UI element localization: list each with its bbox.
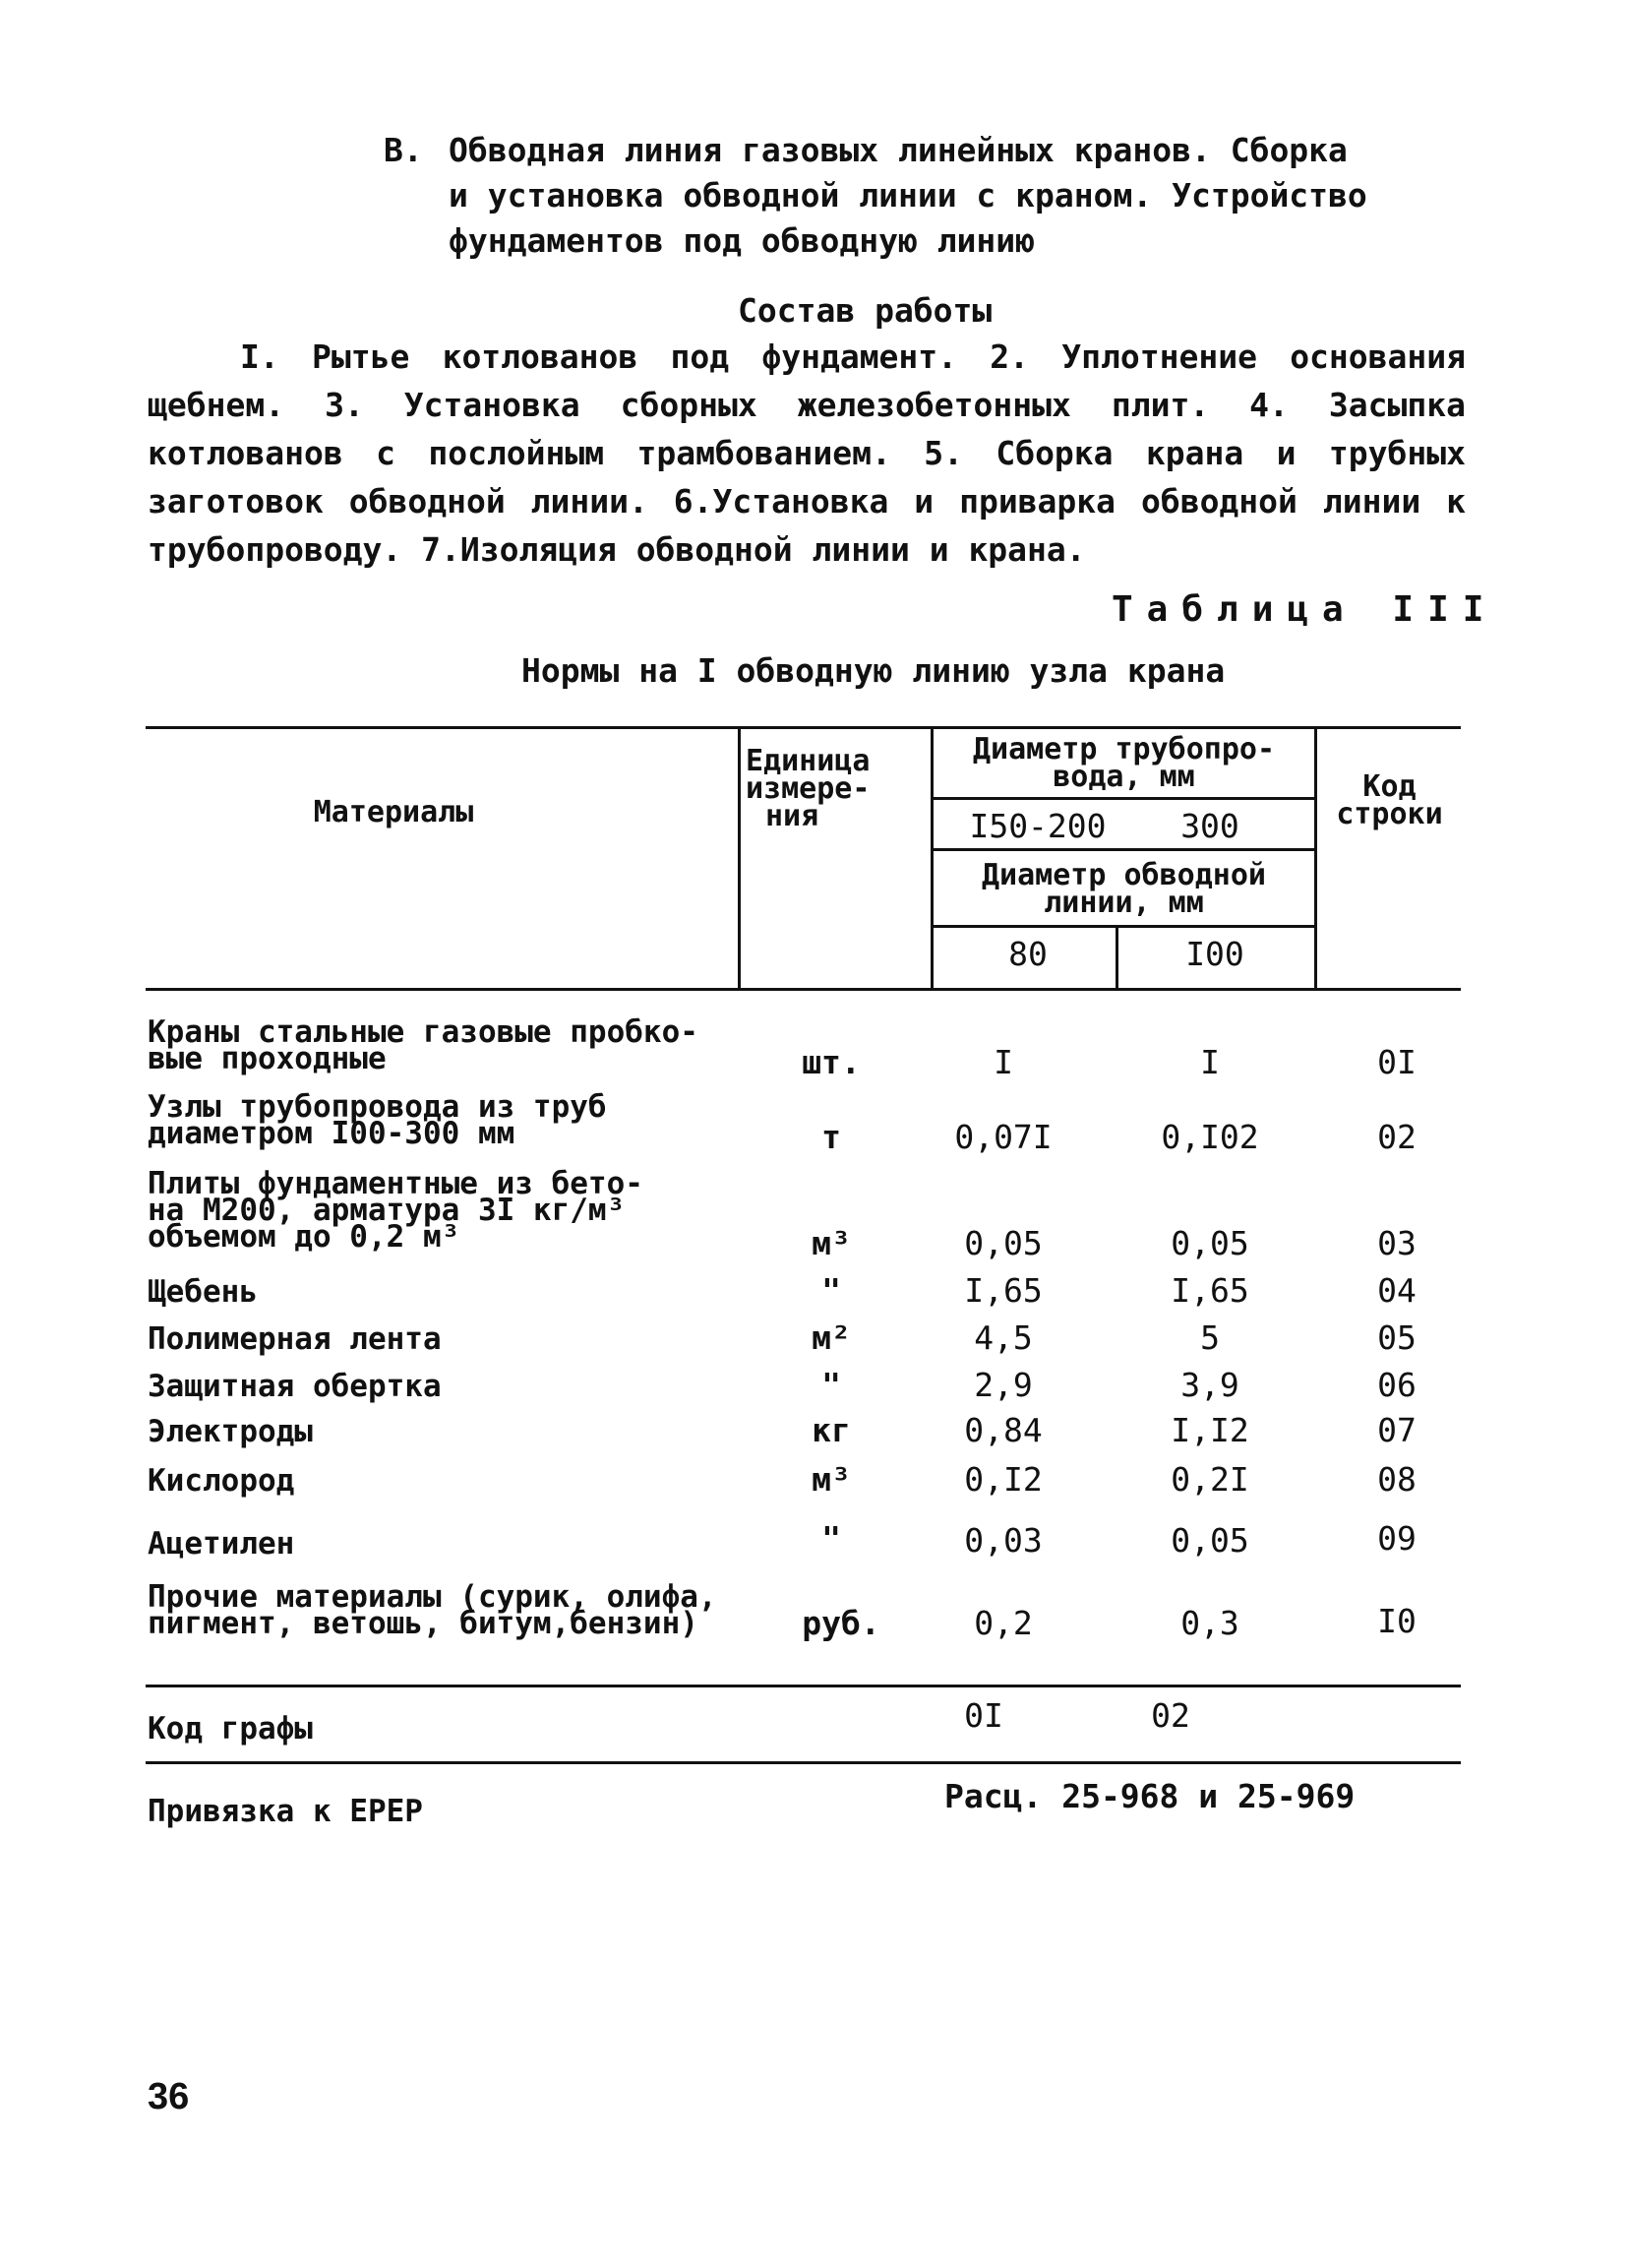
work-description-text: I. Рытье котлованов под фундамент. 2. Уплотнение основания щебнем. 3. Установка сборных железобетонных плит. 4. Засыпка котлованов с послойным трамбованием. 5. Сборка крана и трубных заготовок обводной линии. 6.Установка и приварка обводной линии к трубопроводу. 7.Изоляция обводной линии и крана. xyxy=(148,337,1466,569)
footer-rule xyxy=(146,1761,1461,1764)
material-line: объемом до 0,2 м³ xyxy=(148,1219,460,1255)
table-bottom-rule xyxy=(146,1685,1461,1687)
header-pipe-diameter xyxy=(935,732,1313,794)
table-top-rule xyxy=(146,726,1461,729)
header-unit-line-1: Единица xyxy=(746,744,871,778)
header-pipe-diameter-line-1: Диаметр трубопро- xyxy=(972,732,1276,766)
material-line: пигмент, ветошь, битум,бензин) xyxy=(148,1606,698,1641)
section-number: В. xyxy=(384,131,423,169)
row-unit: м³ xyxy=(812,1460,851,1499)
page-number: 36 xyxy=(148,2076,190,2117)
material-line: Полимерная лента xyxy=(148,1321,442,1357)
row-value-1: 0,07I xyxy=(954,1118,1053,1156)
material-line: Прочие материалы (сурик, олифа, xyxy=(148,1579,717,1615)
row-unit: " xyxy=(821,1271,841,1310)
header-pipe-diameter-line-2: вода, мм xyxy=(1053,760,1195,794)
footer-code-label: Код графы xyxy=(148,1711,313,1747)
table-row-material xyxy=(148,1166,738,1255)
row-value-1: 0,I2 xyxy=(964,1460,1043,1499)
row-code: 05 xyxy=(1377,1318,1417,1357)
table-header-bottom-rule xyxy=(146,988,1461,991)
material-line: Краны стальные газовые пробко- xyxy=(148,1014,698,1050)
material-line: Кислород xyxy=(148,1463,295,1499)
material-line: Узлы трубопровода из труб xyxy=(148,1089,607,1125)
row-code: I0 xyxy=(1377,1602,1417,1640)
row-unit: руб. xyxy=(802,1604,880,1642)
header-sub-rule-1 xyxy=(931,797,1314,800)
row-value-2: 0,I02 xyxy=(1161,1118,1259,1156)
header-sub-rule-2 xyxy=(931,848,1314,851)
header-pipe-value-2: 300 xyxy=(1180,807,1239,845)
material-line: Ацетилен xyxy=(148,1526,295,1562)
work-heading: Состав работы xyxy=(738,291,993,330)
header-unit-line-2: измере- xyxy=(746,771,871,806)
row-value-1: I xyxy=(994,1043,1013,1081)
row-unit: шт. xyxy=(802,1043,861,1081)
row-unit: м³ xyxy=(812,1224,851,1262)
material-line: диаметром I00-300 мм xyxy=(148,1116,515,1151)
header-materials: Материалы xyxy=(313,795,474,829)
header-bypass-diameter xyxy=(935,858,1313,920)
header-code-line-1: Код xyxy=(1362,769,1417,804)
table-row-material xyxy=(148,1321,738,1357)
row-value-2: 0,2I xyxy=(1171,1460,1249,1499)
row-value-2: 3,9 xyxy=(1180,1366,1239,1404)
header-sub-divider xyxy=(1116,925,1118,990)
table-row-material xyxy=(148,1014,738,1076)
header-unit xyxy=(746,744,933,833)
table-row-material xyxy=(148,1526,738,1562)
material-line: на М200, арматура 3I кг/м³ xyxy=(148,1193,626,1228)
row-value-1: 0,2 xyxy=(974,1604,1033,1642)
row-value-1: 4,5 xyxy=(974,1318,1033,1357)
row-value-1: 0,03 xyxy=(964,1521,1043,1560)
header-bypass-diameter-line-2: линии, мм xyxy=(1044,886,1204,920)
row-unit: м² xyxy=(812,1318,851,1357)
section-heading xyxy=(384,128,1495,264)
table-number: Таблица III xyxy=(1112,589,1498,630)
row-code: 03 xyxy=(1377,1224,1417,1262)
material-line: Электроды xyxy=(148,1414,313,1449)
row-value-1: 2,9 xyxy=(974,1366,1033,1404)
section-title-line-3: фундаментов под обводную линию xyxy=(449,221,1036,260)
row-unit: " xyxy=(821,1366,841,1404)
row-value-2: 0,05 xyxy=(1171,1521,1249,1560)
header-divider-3 xyxy=(1314,726,1317,990)
header-code-line-2: строки xyxy=(1336,797,1443,831)
row-value-2: I,65 xyxy=(1171,1271,1249,1310)
footer-code-value-1: 0I xyxy=(964,1696,1003,1735)
row-value-1: 0,84 xyxy=(964,1411,1043,1449)
header-divider-1 xyxy=(738,726,741,990)
section-title-line-2: и установка обводной линии с краном. Устройство xyxy=(449,176,1367,215)
section-title-line-1: Обводная линия газовых линейных кранов. Сборка xyxy=(449,131,1348,169)
material-line: вые проходные xyxy=(148,1041,387,1076)
row-unit: кг xyxy=(812,1411,851,1449)
row-value-2: I xyxy=(1200,1043,1220,1081)
footer-binding-label: Привязка к ЕРЕР xyxy=(148,1794,423,1829)
row-code: 0I xyxy=(1377,1043,1417,1081)
header-pipe-value-1: I50-200 xyxy=(969,807,1107,845)
row-value-2: 0,05 xyxy=(1171,1224,1249,1262)
header-bypass-value-2: I00 xyxy=(1185,935,1244,973)
row-value-2: 5 xyxy=(1200,1318,1220,1357)
material-line: Защитная обертка xyxy=(148,1369,442,1404)
work-description xyxy=(148,333,1466,574)
footer-binding-value: Расц. 25-968 и 25-969 xyxy=(944,1777,1356,1815)
table-caption: Нормы на I обводную линию узла крана xyxy=(521,651,1226,690)
header-code xyxy=(1318,769,1461,831)
table-row-material xyxy=(148,1463,738,1499)
table-row-material xyxy=(148,1369,738,1404)
header-bypass-diameter-line-1: Диаметр обводной xyxy=(982,858,1266,892)
row-unit: т xyxy=(821,1118,841,1156)
row-value-2: I,I2 xyxy=(1171,1411,1249,1449)
table-row-material xyxy=(148,1579,757,1641)
table-row-material xyxy=(148,1089,738,1151)
header-sub-rule-3 xyxy=(931,925,1314,928)
row-code: 02 xyxy=(1377,1118,1417,1156)
row-code: 07 xyxy=(1377,1411,1417,1449)
header-unit-line-3: ния xyxy=(765,799,819,833)
row-code: 09 xyxy=(1377,1519,1417,1558)
row-value-1: 0,05 xyxy=(964,1224,1043,1262)
row-unit: " xyxy=(821,1519,841,1558)
header-bypass-value-1: 80 xyxy=(1008,935,1048,973)
table-row-material xyxy=(148,1274,738,1310)
row-code: 06 xyxy=(1377,1366,1417,1404)
footer-code-value-2: 02 xyxy=(1151,1696,1190,1735)
material-line: Щебень xyxy=(148,1274,258,1310)
row-code: 04 xyxy=(1377,1271,1417,1310)
row-code: 08 xyxy=(1377,1460,1417,1499)
material-line: Плиты фундаментные из бето- xyxy=(148,1166,643,1201)
row-value-2: 0,3 xyxy=(1180,1604,1239,1642)
table-row-material xyxy=(148,1414,738,1449)
row-value-1: I,65 xyxy=(964,1271,1043,1310)
